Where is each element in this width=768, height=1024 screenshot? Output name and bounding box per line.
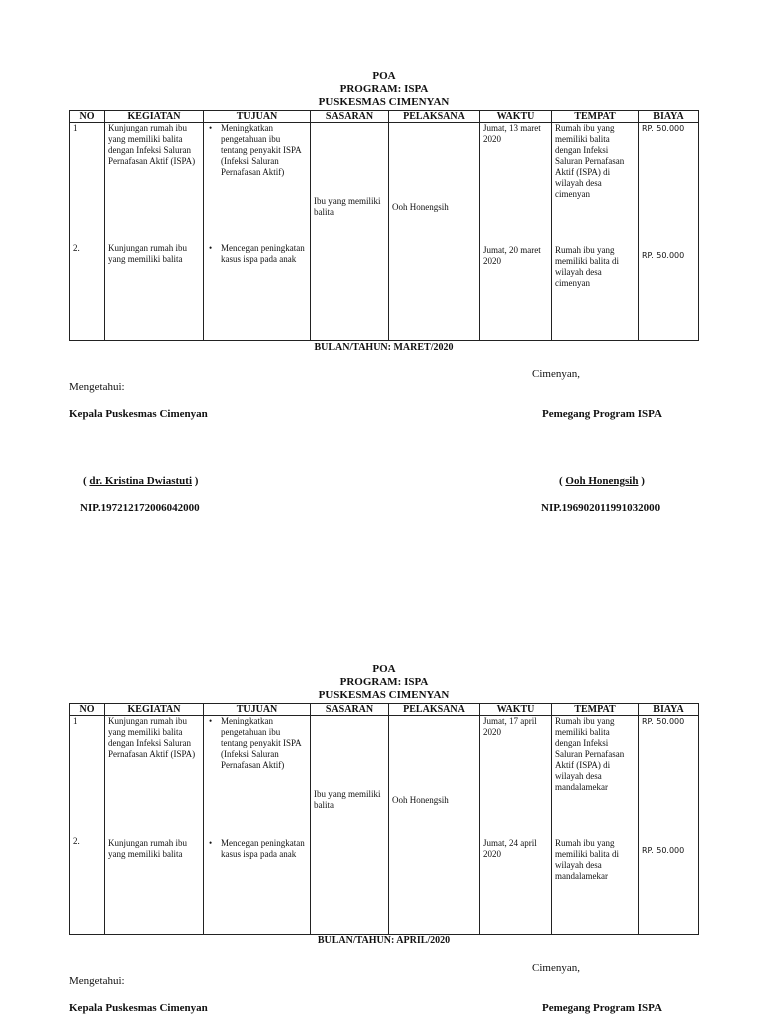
pelaksana-text: Ooh Honengsih — [392, 795, 449, 805]
row-number: 1 — [73, 716, 78, 726]
signer-right-name: Ooh Honengsih — [565, 475, 639, 487]
col-tujuan: TUJUAN — [204, 111, 311, 123]
biaya-text: RP. 50.000 — [642, 846, 685, 855]
tempat-text: Rumah ibu yang memiliki balita dengan Infeksi Saluran Pernafasan Aktif (ISPA) di wilayah desa mandalamekar — [555, 716, 625, 792]
waktu-text: Jumat, 17 april 2020 — [483, 716, 537, 737]
sasaran-text: Ibu yang memiliki balita — [314, 789, 381, 810]
tempat-text: Rumah ibu yang memiliki balita di wilayah desa mandalamekar — [555, 838, 619, 881]
period-label: BULAN/TAHUN: MARET/2020 — [314, 342, 454, 353]
place-label: Cimenyan, — [532, 962, 580, 974]
knowing-label: Mengetahui: — [69, 381, 125, 393]
place-label: Cimenyan, — [532, 368, 580, 380]
row-number: 2. — [73, 243, 80, 253]
tempat-text: Rumah ibu yang memiliki balita dengan Infeksi Saluran Pernafasan Aktif (ISPA) di wilayah desa cimenyan — [555, 123, 625, 199]
tujuan-text: Meningkatkan pengetahuan ibu tentang penyakit ISPA (Infeksi Saluran Pernafasan Aktif) — [221, 716, 302, 770]
tujuan-text: Meningkatkan pengetahuan ibu tentang penyakit ISPA (Infeksi Saluran Pernafasan Aktif) — [221, 123, 302, 177]
signer-right: ( Ooh Honengsih ) — [559, 475, 645, 487]
kegiatan-text: Kunjungan rumah ibu yang memiliki balita dengan Infeksi Saluran Pernafasan Aktif (ISPA) — [108, 716, 196, 759]
cell-biaya — [639, 716, 699, 935]
col-waktu: WAKTU — [480, 704, 552, 716]
kegiatan-text: Kunjungan rumah ibu yang memiliki balita — [108, 243, 187, 264]
waktu-text: Jumat, 20 maret 2020 — [483, 245, 541, 266]
sasaran-text: Ibu yang memiliki balita — [314, 196, 381, 217]
signer-left-name: dr. Kristina Dwiastuti — [89, 475, 192, 487]
biaya-text: RP. 50.000 — [642, 717, 685, 726]
cell-no — [70, 716, 105, 935]
nip-right: NIP.196902011991032000 — [541, 502, 661, 514]
bullet-icon: • — [209, 716, 213, 726]
col-tempat: TEMPAT — [552, 704, 639, 716]
row-number: 2. — [73, 836, 80, 846]
col-pelaksana: PELAKSANA — [389, 704, 480, 716]
col-no: NO — [70, 111, 105, 123]
pelaksana-text: Ooh Honengsih — [392, 202, 449, 212]
col-biaya: BIAYA — [639, 704, 699, 716]
doc-title: POA — [372, 70, 396, 82]
col-sasaran: SASARAN — [311, 111, 389, 123]
nip-left: NIP.197212172006042000 — [80, 502, 200, 514]
col-kegiatan: KEGIATAN — [105, 111, 204, 123]
period-label: BULAN/TAHUN: APRIL/2020 — [317, 935, 451, 946]
program-title: PROGRAM: ISPA — [339, 83, 429, 95]
tempat-text: Rumah ibu yang memiliki balita di wilayah desa cimenyan — [555, 245, 619, 288]
col-tujuan: TUJUAN — [204, 704, 311, 716]
col-no: NO — [70, 704, 105, 716]
doc-title: POA — [372, 663, 396, 675]
puskesmas-title: PUSKESMAS CIMENYAN — [318, 96, 450, 108]
cell-sasaran — [311, 716, 389, 935]
cell-tempat — [552, 716, 639, 935]
cell-tujuan — [204, 716, 311, 935]
role-left: Kepala Puskesmas Cimenyan — [69, 408, 208, 420]
role-right: Pemegang Program ISPA — [542, 1002, 662, 1014]
bullet-icon: • — [209, 123, 213, 133]
col-sasaran: SASARAN — [311, 704, 389, 716]
table-header-row — [70, 704, 699, 716]
col-pelaksana: PELAKSANA — [389, 111, 480, 123]
tujuan-text: Mencegan peningkatan kasus ispa pada anak — [221, 243, 305, 264]
row-number: 1 — [73, 123, 78, 133]
waktu-text: Jumat, 13 maret 2020 — [483, 123, 541, 144]
cell-kegiatan — [105, 716, 204, 935]
col-tempat: TEMPAT — [552, 111, 639, 123]
table-row — [70, 716, 699, 935]
knowing-label: Mengetahui: — [69, 975, 125, 987]
cell-waktu — [480, 716, 552, 935]
col-waktu: WAKTU — [480, 111, 552, 123]
poa-table — [69, 703, 699, 935]
biaya-text: RP. 50.000 — [642, 124, 685, 133]
bullet-icon: • — [209, 243, 213, 253]
kegiatan-text: Kunjungan rumah ibu yang memiliki balita — [108, 838, 187, 859]
role-left: Kepala Puskesmas Cimenyan — [69, 1002, 208, 1014]
tujuan-item — [207, 838, 307, 860]
col-biaya: BIAYA — [639, 111, 699, 123]
waktu-text: Jumat, 24 april 2020 — [483, 838, 537, 859]
kegiatan-text: Kunjungan rumah ibu yang memiliki balita dengan Infeksi Saluran Pernafasan Aktif (ISPA) — [108, 123, 196, 166]
cell-pelaksana — [389, 716, 480, 935]
col-kegiatan: KEGIATAN — [105, 704, 204, 716]
bullet-icon: • — [209, 838, 213, 848]
biaya-text: RP. 50.000 — [642, 251, 685, 260]
program-title: PROGRAM: ISPA — [339, 676, 429, 688]
tujuan-item — [207, 716, 307, 838]
signer-left: ( dr. Kristina Dwiastuti ) — [83, 475, 199, 487]
role-right: Pemegang Program ISPA — [542, 408, 662, 420]
puskesmas-title: PUSKESMAS CIMENYAN — [318, 689, 450, 701]
tujuan-text: Mencegan peningkatan kasus ispa pada anak — [221, 838, 305, 859]
